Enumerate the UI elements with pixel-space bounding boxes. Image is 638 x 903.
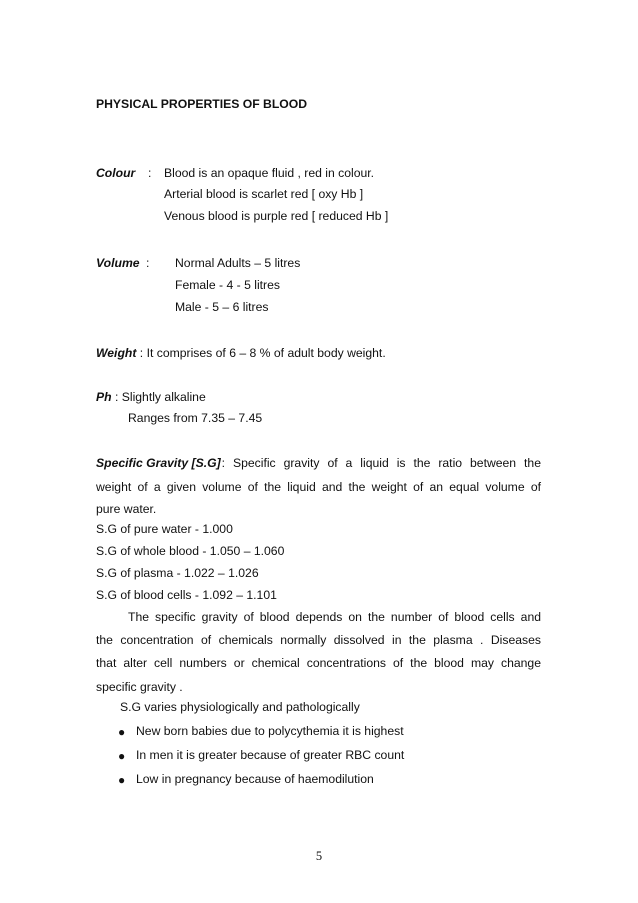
sg-paragraph-line-2: the concentration of chemicals normally dissolved in the plasma . Diseases [96,633,541,647]
page-heading: PHYSICAL PROPERTIES OF BLOOD [96,97,308,111]
bullet-icon: ● [118,725,126,739]
ph-text: : Slightly alkaline [111,390,206,404]
sg-value-plasma: S.G of plasma - 1.022 – 1.026 [96,566,259,580]
sg-label: Specific Gravity [S.G] [96,456,221,470]
ph-range: Ranges from 7.35 – 7.45 [128,411,263,425]
colour-label: Colour [96,166,136,180]
sg-line-3: pure water. [96,502,157,516]
sg-paragraph-line-1: The specific gravity of blood depends on the number of blood cells and [128,610,541,624]
volume-line-3: Male - 5 – 6 litres [175,300,269,314]
volume-separator: : [146,256,150,270]
colour-line-3: Venous blood is purple red [ reduced Hb ] [164,209,389,223]
weight-line [96,346,386,361]
sg-value-water: S.G of pure water - 1.000 [96,522,233,536]
page-number: 5 [315,849,323,863]
volume-label: Volume [96,256,140,270]
sg-paragraph-line-4: specific gravity . [96,680,183,694]
volume-line-1: Normal Adults – 5 litres [175,256,301,270]
colour-separator: : [148,166,152,180]
sg-value-whole-blood: S.G of whole blood - 1.050 – 1.060 [96,544,285,558]
bullet-icon: ● [118,749,126,763]
sg-value-blood-cells: S.G of blood cells - 1.092 – 1.101 [96,588,277,602]
colour-line-2: Arterial blood is scarlet red [ oxy Hb ] [164,187,364,201]
weight-label: Weight [96,346,137,360]
sg-line-1-rest: : Specific gravity of a liquid is the ratio between the [221,456,541,470]
sg-bullet-3: Low in pregnancy because of haemodilution [136,772,374,786]
sg-bullet-1: New born babies due to polycythemia it is highest [136,724,404,738]
sg-bullet-2: In men it is greater because of greater RBC count [136,748,405,762]
ph-label: Ph [96,390,112,404]
bullet-icon: ● [118,773,126,787]
volume-line-2: Female - 4 - 5 litres [175,278,280,292]
sg-paragraph-line-3: that alter cell numbers or chemical concentrations of the blood may change [96,656,541,670]
colour-line-1: Blood is an opaque fluid , red in colour. [164,166,375,180]
weight-text: : It comprises of 6 – 8 % of adult body weight. [136,346,386,360]
sg-line-2: weight of a given volume of the liquid and the weight of an equal volume of [96,480,541,494]
sg-line-1 [96,456,541,471]
ph-line [96,390,206,405]
sg-varies-line: S.G varies physiologically and pathologically [120,700,360,714]
